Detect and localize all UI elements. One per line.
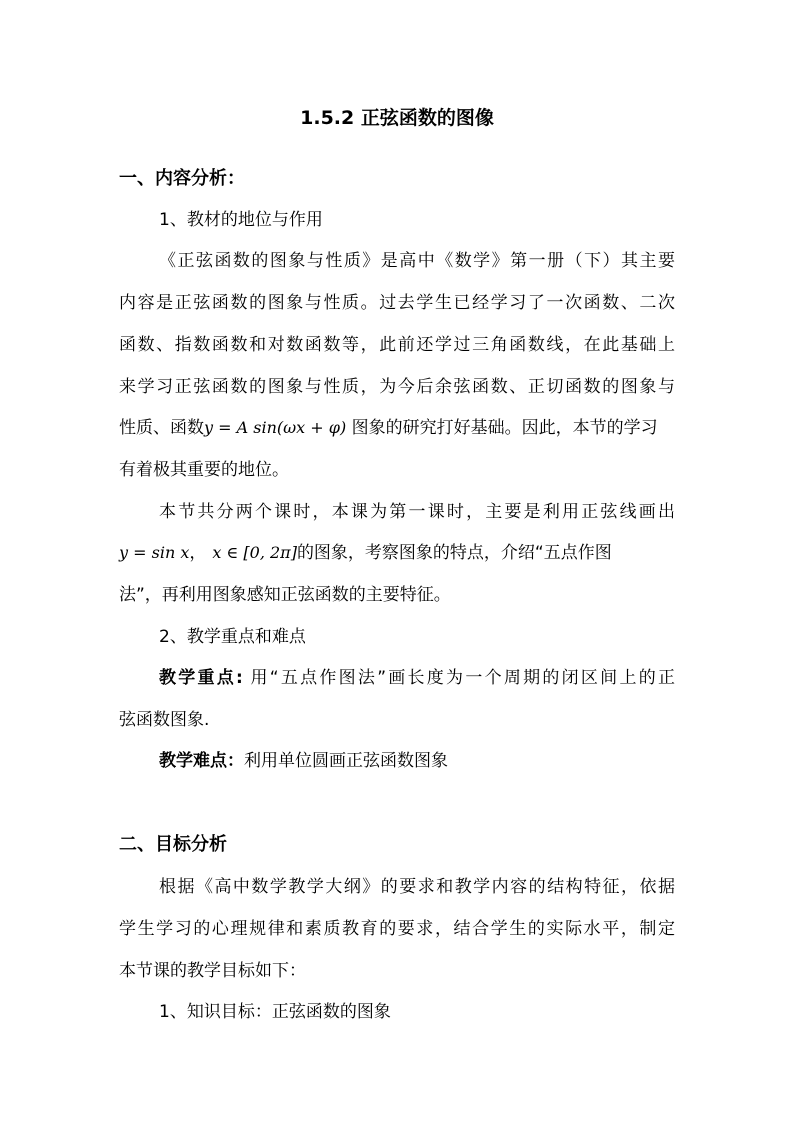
difficult-point-label: 教学难点： <box>159 751 244 771</box>
page-title: 1.5.2 正弦函数的图像 <box>300 107 494 129</box>
text-segment: ， <box>189 543 207 563</box>
formula-sine: y = sin x <box>119 543 190 562</box>
difficult-point-line <box>159 751 448 771</box>
paragraph-line: 本节课的教学目标如下： <box>119 961 306 981</box>
paragraph-line: 学生学习的心理规律和素质教育的要求，结合学生的实际水平，制定 <box>119 919 675 939</box>
key-point-text: 用“五点作图法”画长度为一个周期的闭区间上的正 <box>242 668 675 688</box>
paragraph-line: 来学习正弦函数的图象与性质，为今后余弦函数、正切函数的图象与 <box>119 377 675 397</box>
formula-sine-general: y = A sin(ωx + φ) <box>204 418 347 437</box>
subheading-key-difficult: 2、教学重点和难点 <box>159 627 306 647</box>
paragraph-line: 函数、指数函数和对数函数等，此前还学过三角函数线，在此基础上 <box>119 335 675 355</box>
paragraph-line: 《正弦函数的图象与性质》是高中《数学》第一册（下）其主要 <box>159 251 675 271</box>
paragraph-line: 根据《高中数学教学大纲》的要求和教学内容的结构特征，依据 <box>159 877 675 897</box>
key-point-line-2: 弦函数图象. <box>119 710 210 730</box>
paragraph-line-with-formula <box>119 543 612 563</box>
paragraph-line: 有着极其重要的地位。 <box>119 460 289 480</box>
paragraph-line: 法”，再利用图象感知正弦函数的主要特征。 <box>119 585 451 605</box>
text-segment: 的图象，考察图象的特点，介绍“五点作图 <box>296 543 612 563</box>
formula-interval: x ∈ [0, 2π] <box>212 543 297 562</box>
subheading-knowledge-goal: 1、知识目标：正弦函数的图象 <box>159 1002 391 1022</box>
difficult-point-text: 利用单位圆画正弦函数图象 <box>244 751 448 771</box>
section-heading-goal-analysis: 二、目标分析 <box>119 834 227 855</box>
paragraph-line-with-formula <box>119 418 658 438</box>
subheading-role: 1、教材的地位与作用 <box>159 210 323 230</box>
paragraph-line: 内容是正弦函数的图象与性质。过去学生已经学习了一次函数、二次 <box>119 293 675 313</box>
text-segment: 图象的研究打好基础。因此，本节的学习 <box>346 418 658 438</box>
text-segment: 性质、函数 <box>119 418 204 438</box>
key-point-label: 教学重点: <box>159 668 243 688</box>
section-heading-content-analysis: 一、内容分析： <box>119 168 245 189</box>
key-point-line <box>159 668 675 688</box>
paragraph-line: 本节共分两个课时，本课为第一课时，主要是利用正弦线画出 <box>159 502 675 522</box>
